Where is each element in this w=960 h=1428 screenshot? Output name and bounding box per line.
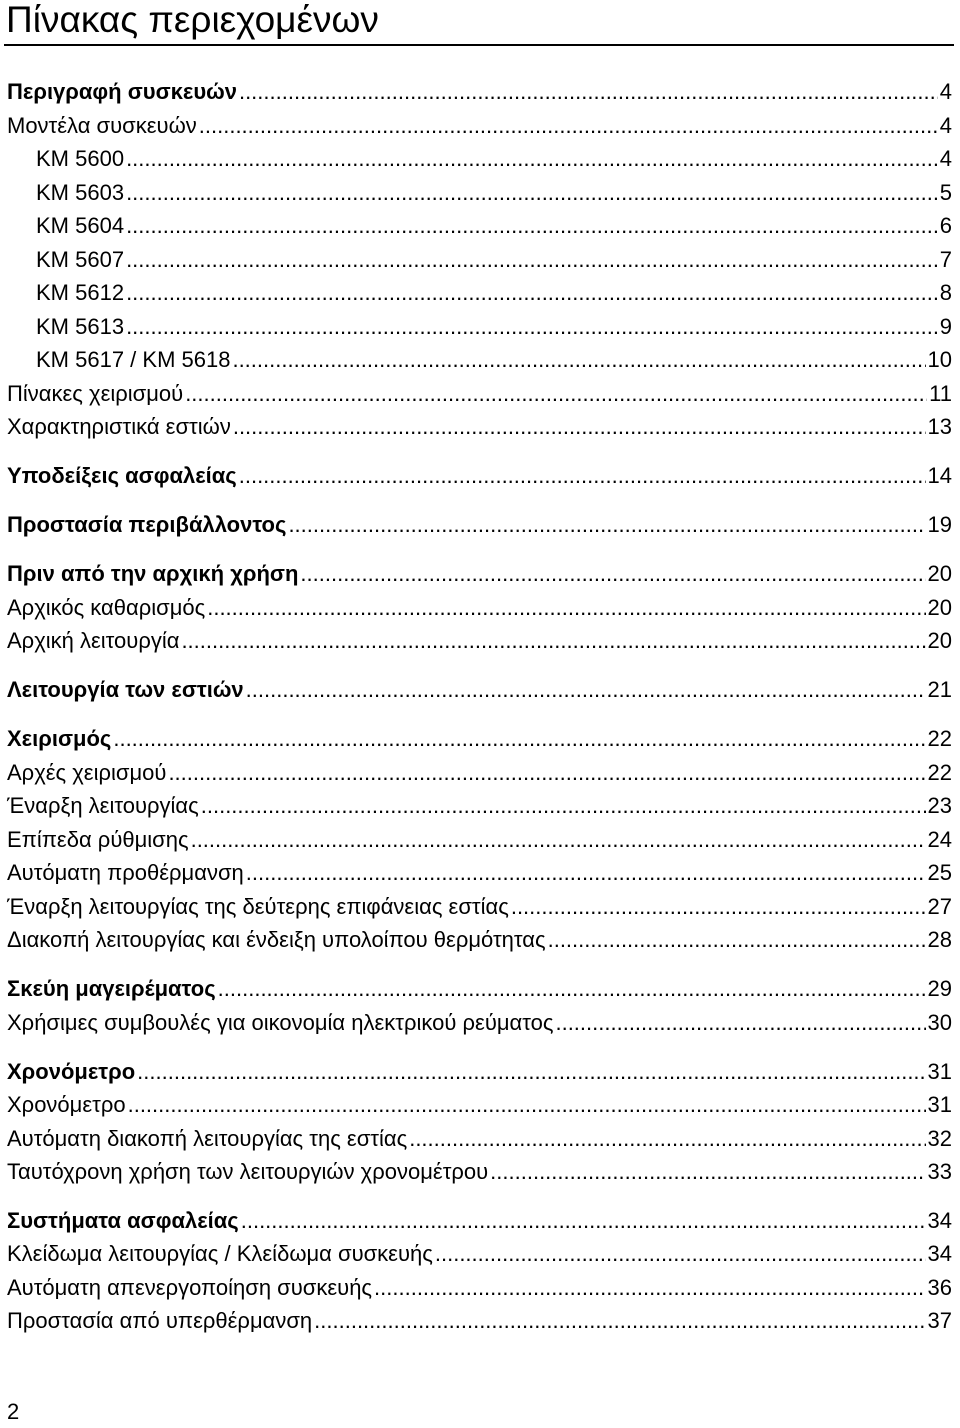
toc-entry-page: 10 [927,347,952,372]
toc-entry-label: Μοντέλα συσκευών [7,113,197,138]
toc-leader-dots [137,1058,925,1086]
toc-entry-label: Αρχές χειρισμού [7,760,167,785]
toc-leader-dots [288,511,925,539]
toc-entry-label: Χειρισμός [7,726,112,751]
toc-entry-page: 21 [927,677,952,702]
toc-entry-label: Πίνακες χειρισμού [7,381,184,406]
page-number: 2 [7,1399,20,1424]
toc-entry-label: Προστασία από υπερθέρμανση [7,1308,313,1333]
toc-entry[interactable] [7,759,952,787]
toc-leader-dots [246,676,926,704]
toc-entry-page: 9 [939,314,952,339]
toc-entry-label: Συστήματα ασφαλείας [7,1208,239,1233]
toc-entry[interactable] [7,462,952,490]
toc-entry-page: 6 [939,213,952,238]
toc-entry-page: 23 [927,793,952,818]
toc-entry-label: Προστασία περιβάλλοντος [7,512,287,537]
toc-entry-page: 27 [927,894,952,919]
toc-entry-label: Επίπεδα ρύθμισης [7,827,189,852]
toc-entry-page: 31 [927,1092,952,1117]
toc-entry[interactable] [7,594,952,622]
toc-entry[interactable] [7,826,952,854]
toc-entry[interactable] [7,1058,952,1086]
toc-entry-page: 24 [927,827,952,852]
toc-entry-label: Αρχική λειτουργία [7,628,180,653]
toc-entry-page: 20 [927,595,952,620]
toc-entry[interactable] [7,1009,952,1037]
toc-leader-dots [374,1274,925,1302]
toc-entry-label: Χαρακτηριστικά εστιών [7,414,231,439]
toc-leader-dots [511,893,926,921]
toc-entry-label: Χρήσιμες συμβουλές για οικονομία ηλεκτρικού ρεύματος [7,1010,554,1035]
toc-leader-dots [126,145,938,173]
toc-entry-label: Χρονόμετρο [7,1092,126,1117]
toc-entry-page: 34 [927,1241,952,1266]
toc-leader-dots [207,594,925,622]
toc-entry-page: 28 [927,927,952,952]
toc-entry-label: Χρονόμετρο [7,1059,136,1084]
toc-entry[interactable] [36,246,952,274]
toc-entry-page: 7 [939,247,952,272]
toc-leader-dots [113,725,925,753]
toc-leader-dots [409,1125,925,1153]
toc-entry-page: 30 [927,1010,952,1035]
toc-entry-page: 4 [939,113,952,138]
toc-leader-dots [126,246,938,274]
page-title: Πίνακας περιεχομένων [6,0,379,40]
toc-entry-label: Αυτόματη απενεργοποίηση συσκευής [7,1275,373,1300]
toc-entry-label: Έναρξη λειτουργίας της δεύτερης επιφάνειας εστίας [7,894,509,919]
toc-leader-dots [241,1207,926,1235]
toc-leader-dots [555,1009,925,1037]
toc-leader-dots [314,1307,925,1335]
toc-entry[interactable] [36,313,952,341]
toc-leader-dots [128,1091,926,1119]
toc-entry[interactable] [7,859,952,887]
toc-entry[interactable] [7,413,952,441]
toc-entry-label: KM 5613 [36,314,125,339]
toc-leader-dots [181,627,925,655]
toc-leader-dots [126,279,938,307]
toc-entry-label: Κλείδωμα λειτουργίας / Κλείδωμα συσκευής [7,1241,433,1266]
toc-leader-dots [435,1240,926,1268]
toc-entry[interactable] [7,926,952,954]
toc-entry-page: 37 [927,1308,952,1333]
toc-leader-dots [246,859,926,887]
toc-entry-page: 33 [927,1159,952,1184]
toc-leader-dots [191,826,926,854]
toc-entry[interactable] [7,1240,952,1268]
toc-leader-dots [218,975,926,1003]
toc-leader-dots [126,313,938,341]
toc-leader-dots [232,346,925,374]
toc-entry-page: 25 [927,860,952,885]
toc-leader-dots [201,792,926,820]
toc-leader-dots [548,926,926,954]
toc-entry[interactable] [7,112,952,140]
toc-entry-page: 5 [939,180,952,205]
toc-entry-label: Αυτόματη διακοπή λειτουργίας της εστίας [7,1126,408,1151]
toc-entry-page: 36 [927,1275,952,1300]
toc-entry-label: KM 5617 / KM 5618 [36,347,231,372]
toc-leader-dots [233,413,926,441]
title-divider [4,44,954,46]
toc-entry-page: 4 [939,146,952,171]
toc-entry[interactable] [36,346,952,374]
toc-entry-page: 20 [927,628,952,653]
toc-entry[interactable] [7,676,952,704]
toc-entry[interactable] [36,179,952,207]
toc-entry[interactable] [36,212,952,240]
toc-entry-label: Αυτόματη προθέρμανση [7,860,244,885]
toc-entry[interactable] [7,78,952,106]
toc-leader-dots [126,212,938,240]
toc-entry[interactable] [7,1307,952,1335]
toc-leader-dots [185,380,927,408]
toc-entry[interactable] [7,1274,952,1302]
toc-entry-page: 29 [927,976,952,1001]
toc-entry[interactable] [7,511,952,539]
toc-entry-label: KM 5607 [36,247,125,272]
toc-entry-label: Πριν από την αρχική χρήση [7,561,299,586]
toc-entry[interactable] [36,145,952,173]
toc-leader-dots [300,560,925,588]
toc-entry-label: Λειτουργία των εστιών [7,677,244,702]
toc-entry[interactable] [7,725,952,753]
toc-entry-label: KM 5612 [36,280,125,305]
toc-entry-page: 31 [927,1059,952,1084]
toc-entry-label: Έναρξη λειτουργίας [7,793,199,818]
toc-entry[interactable] [7,380,952,408]
toc-entry-page: 22 [927,760,952,785]
toc-entry-page: 14 [927,463,952,488]
toc-leader-dots [168,759,925,787]
toc-entry-label: Σκεύη μαγειρέματος [7,976,216,1001]
toc-leader-dots [126,179,938,207]
toc-entry[interactable] [7,1158,952,1186]
toc-entry-label: Περιγραφή συσκευών [7,79,237,104]
toc-entry-page: 13 [927,414,952,439]
toc-entry-page: 8 [939,280,952,305]
toc-entry[interactable] [7,975,952,1003]
toc-leader-dots [199,112,938,140]
toc-entry-label: KM 5600 [36,146,125,171]
toc-entry[interactable] [7,1091,952,1119]
toc-entry[interactable] [7,893,952,921]
toc-entry-page: 11 [929,381,952,406]
toc-entry[interactable] [7,1125,952,1153]
toc-leader-dots [239,462,926,490]
toc-leader-dots [239,78,938,106]
toc-entry-label: Υποδείξεις ασφαλείας [7,463,237,488]
toc-entry[interactable] [7,792,952,820]
toc-entry-label: KM 5603 [36,180,125,205]
toc-entry[interactable] [7,560,952,588]
toc-entry-page: 19 [927,512,952,537]
toc-entry[interactable] [7,1207,952,1235]
toc-entry[interactable] [36,279,952,307]
toc-leader-dots [490,1158,925,1186]
toc-entry[interactable] [7,627,952,655]
toc-entry-label: KM 5604 [36,213,125,238]
toc-entry-page: 20 [927,561,952,586]
toc-entry-label: Ταυτόχρονη χρήση των λειτουργιών χρονομέτρου [7,1159,489,1184]
toc-entry-page: 4 [939,79,952,104]
toc-entry-label: Αρχικός καθαρισμός [7,595,206,620]
toc-entry-page: 22 [927,726,952,751]
toc-entry-page: 32 [927,1126,952,1151]
toc-entry-page: 34 [927,1208,952,1233]
toc-entry-label: Διακοπή λειτουργίας και ένδειξη υπολοίπου θερμότητας [7,927,546,952]
